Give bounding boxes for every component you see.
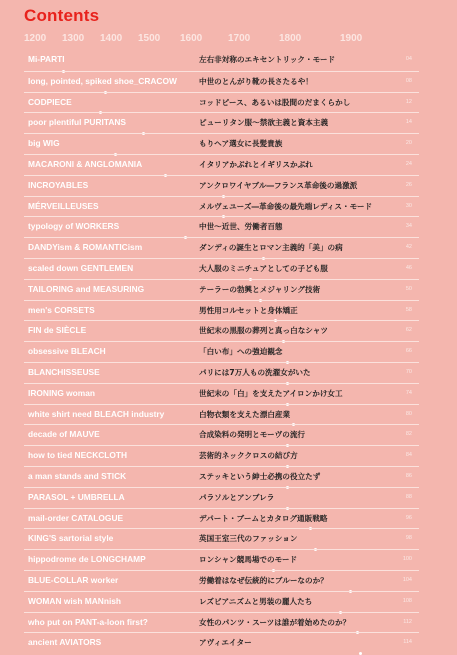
entry-english-title: ancient AVIATORS (28, 637, 102, 648)
entry-english-title: PARASOL + UMBRELLA (28, 491, 125, 502)
toc-entry[interactable] (24, 466, 419, 487)
entry-japanese-title: ロンシャン競馬場でのモード (199, 555, 298, 565)
entry-page-number: 50 (405, 285, 412, 292)
entry-english-title: KING'S sartorial style (28, 533, 114, 544)
entry-page-number: 26 (405, 181, 412, 188)
entry-japanese-title: メルヴェユーズ―革命後の最先端レディス・モード (199, 201, 373, 211)
toc-entry[interactable] (24, 133, 419, 154)
entry-english-title: BLANCHISSEUSE (28, 366, 100, 377)
entry-page-number: 100 (402, 556, 412, 563)
toc-entry[interactable] (24, 570, 419, 591)
entry-page-number: 74 (405, 389, 412, 396)
toc-entry[interactable] (24, 362, 419, 383)
toc-entry[interactable] (24, 320, 419, 341)
entry-english-title: mail-order CATALOGUE (28, 512, 124, 523)
entry-japanese-title: 左右非対称のエキセントリック・モード (199, 55, 336, 64)
toc-entry[interactable] (24, 528, 419, 549)
entry-page-number: 34 (405, 223, 412, 230)
toc-entry[interactable] (24, 237, 419, 258)
entry-page-number: 66 (405, 348, 412, 355)
year-label: 1700 (228, 33, 251, 44)
entry-japanese-title: 合成染料の発明とモーヴの流行 (199, 430, 306, 440)
year-label: 1900 (340, 33, 363, 44)
entry-english-title: IRONING woman (28, 387, 96, 398)
entry-japanese-title: 中世～近世、労働者百態 (199, 222, 283, 232)
toc-entry[interactable] (24, 112, 419, 133)
entry-english-title: big WIG (28, 138, 60, 149)
entry-page-number: 30 (405, 202, 412, 209)
entry-page-number: 08 (405, 77, 412, 84)
toc-entry[interactable] (24, 300, 419, 321)
entry-english-title: long, pointed, spiked shoe_CRACOW (28, 75, 177, 86)
entry-japanese-title: 「白い布」への強迫観念 (199, 347, 283, 357)
entry-page-number: 84 (405, 452, 412, 459)
contents-title: Contents (24, 6, 100, 25)
entry-japanese-title: 男性用コルセットと身体矯正 (199, 305, 298, 315)
toc-entry[interactable] (24, 92, 419, 113)
entry-english-title: BLUE-COLLAR worker (28, 574, 119, 585)
entry-japanese-title: テーラーの勃興とメジャリング技術 (199, 284, 321, 294)
entry-english-title: scaled down GENTLEMEN (28, 262, 134, 273)
entry-english-title: hippodrome de LONGCHAMP (28, 554, 146, 565)
year-label: 1800 (279, 33, 302, 44)
toc-entry[interactable] (24, 258, 419, 279)
entry-japanese-title: ピューリタン服～禁欲主義と資本主義 (199, 118, 329, 128)
entry-english-title: MACARONI & ANGLOMANIA (28, 158, 143, 169)
entry-english-title: a man stands and STICK (28, 470, 127, 481)
toc-entry[interactable] (24, 508, 419, 529)
year-label: 1600 (180, 33, 203, 44)
entry-japanese-title: 英国王室三代のファッション (199, 534, 298, 544)
entry-japanese-title: アンクロワイヤブル―フランス革命後の過激派 (199, 180, 358, 190)
entry-page-number: 104 (402, 576, 412, 583)
entry-japanese-title: パリには7万人もの洗濯女がいた (199, 367, 311, 377)
entry-japanese-title: 白物衣類を支えた漂白産業 (199, 409, 291, 419)
entry-japanese-title: 世紀末の黒服の葬列と真っ白なシャツ (199, 326, 328, 336)
timeline-years (0, 33, 457, 47)
entry-page-number: 86 (405, 472, 412, 479)
entry-page-number: 82 (405, 431, 412, 438)
entry-english-title: DANDYism & ROMANTICism (28, 242, 143, 253)
entry-english-title: CODPIECE (28, 96, 72, 107)
entry-english-title: men's CORSETS (28, 304, 95, 315)
entry-page-number: 12 (405, 98, 412, 105)
entry-english-title: INCROYABLES (28, 179, 89, 190)
toc-entry[interactable] (24, 341, 419, 362)
toc-entry[interactable] (24, 154, 419, 175)
entry-page-number: 88 (405, 493, 412, 500)
toc-entry[interactable] (24, 196, 419, 217)
entry-page-number: 14 (405, 119, 412, 126)
entry-page-number: 80 (405, 410, 412, 417)
entry-page-number: 24 (405, 160, 412, 167)
entry-english-title: obsessive BLEACH (28, 346, 106, 357)
entry-english-title: decade of MAUVE (28, 429, 100, 440)
toc-entry[interactable] (24, 71, 419, 92)
entry-page-number: 108 (402, 597, 412, 604)
entry-english-title: Mi-PARTI (28, 54, 65, 64)
entry-japanese-title: イタリアかぶれとイギリスかぶれ (199, 159, 313, 169)
entry-english-title: FIN de SIÈCLE (28, 325, 87, 336)
toc-entry[interactable] (24, 445, 419, 466)
entry-page-number: 20 (405, 140, 412, 147)
entry-japanese-title: ステッキという紳士必携の役立たず (199, 471, 321, 481)
entry-page-number: 46 (405, 264, 412, 271)
entry-page-number: 98 (405, 535, 412, 542)
entry-english-title: who put on PANT-a-loon first? (28, 616, 148, 627)
contents-list (24, 50, 419, 653)
toc-entry[interactable] (24, 175, 419, 196)
toc-entry[interactable] (24, 279, 419, 300)
toc-entry[interactable] (24, 612, 419, 633)
year-label: 1200 (24, 33, 47, 44)
toc-entry[interactable] (24, 487, 419, 508)
entry-japanese-title: 労働着はなぜ伝統的にブルーなのか？ (199, 575, 328, 585)
entry-japanese-title: アヴィエイター (199, 638, 252, 648)
entry-english-title: WOMAN wish MANnish (28, 595, 122, 606)
entry-page-number: 114 (403, 639, 412, 646)
year-label: 1400 (100, 33, 123, 44)
entry-japanese-title: 女性のパンツ・スーツは誰が着始めたのか？ (199, 617, 351, 627)
entry-page-number: 70 (405, 368, 412, 375)
entry-japanese-title: デパート・ブームとカタログ通販戦略 (199, 513, 328, 523)
entry-page-number: 112 (403, 618, 412, 625)
entry-japanese-title: パラソルとアンブレラ (199, 492, 275, 502)
entry-japanese-title: 世紀末の「白」を支えたアイロンかけ女工 (199, 388, 343, 398)
entry-english-title: MÉRVEILLEUSES (28, 200, 99, 211)
entry-page-number: 58 (405, 306, 412, 313)
entry-english-title: typology of WORKERS (28, 221, 120, 232)
entry-page-number: 04 (405, 56, 412, 62)
entry-page-number: 62 (405, 327, 412, 334)
entry-english-title: white shirt need BLEACH industry (28, 408, 165, 419)
entry-japanese-title: コッドピース、あるいは股間のだまくらかし (199, 97, 351, 107)
toc-entry[interactable] (24, 632, 419, 653)
entry-japanese-title: もりヘア選女に長髪貴族 (199, 139, 283, 149)
toc-entry[interactable] (24, 383, 419, 404)
entry-japanese-title: 大人服のミニチュアとしての子ども服 (199, 263, 328, 273)
entry-japanese-title: 芸術的ネッククロスの結び方 (199, 451, 298, 461)
year-label: 1500 (138, 33, 161, 44)
entry-page-number: 42 (405, 244, 412, 251)
toc-entry[interactable] (24, 216, 419, 237)
toc-entry[interactable] (24, 424, 419, 445)
toc-entry[interactable] (24, 549, 419, 570)
entry-english-title: how to tied NECKCLOTH (28, 450, 128, 461)
entry-japanese-title: 中世のとんがり靴の長さたるや！ (199, 76, 313, 86)
entry-japanese-title: レズビアニズムと男装の麗人たち (199, 596, 313, 606)
toc-entry[interactable] (24, 591, 419, 612)
toc-entry[interactable] (24, 404, 419, 425)
year-label: 1300 (62, 33, 85, 44)
entry-english-title: TAILORING and MEASURING (28, 283, 145, 294)
entry-page-number: 96 (405, 514, 412, 521)
entry-english-title: poor plentiful PURITANS (28, 117, 127, 128)
entry-japanese-title: ダンディの誕生とロマン主義的「美」の病 (199, 243, 343, 253)
toc-entry[interactable] (24, 50, 419, 71)
